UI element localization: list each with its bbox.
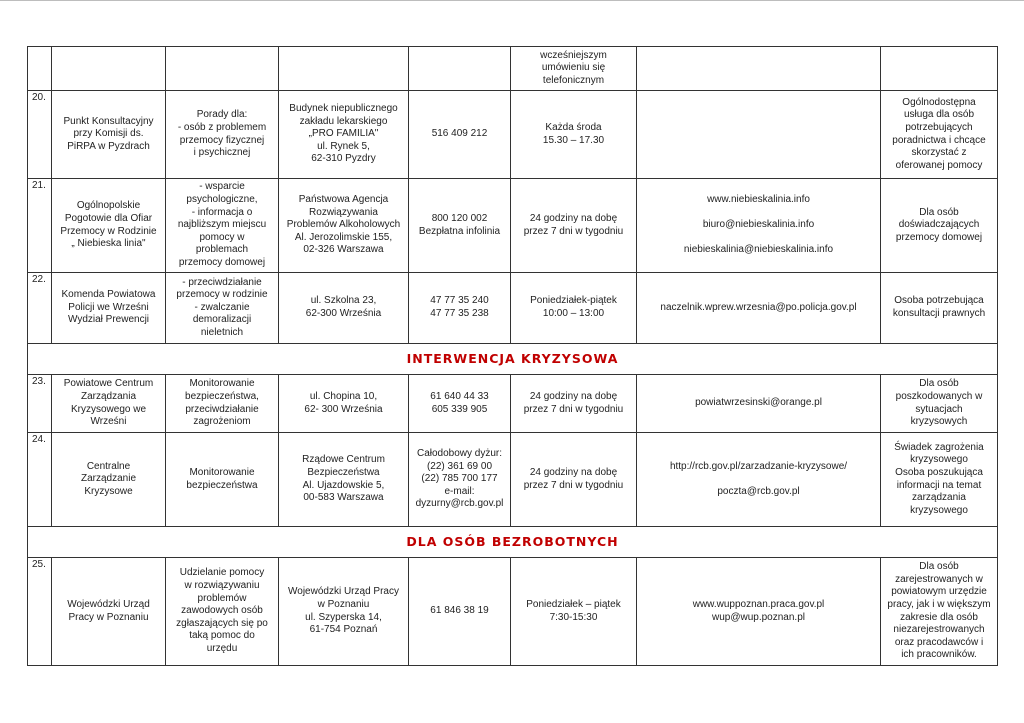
cell-line: potrzebujących bbox=[905, 121, 973, 133]
cell-line: przemocy domowej bbox=[178, 256, 266, 268]
table-row bbox=[28, 47, 998, 91]
cell-line: ich pracowników. bbox=[901, 649, 977, 661]
cell-line: zarządzania bbox=[912, 492, 966, 504]
cell-line: Wrześni bbox=[90, 416, 127, 428]
section-row bbox=[28, 527, 998, 558]
cell-line: Ogólnodostępna bbox=[902, 96, 976, 108]
cell-line: zgłaszających się po bbox=[176, 617, 268, 629]
cell-line: psychologiczne, bbox=[186, 194, 258, 206]
cell-line: Problemów Alkoholowych bbox=[286, 219, 401, 231]
cell-line: telefonicznym bbox=[542, 74, 605, 86]
cell-line: Osoba potrzebująca bbox=[894, 295, 984, 307]
table-row bbox=[28, 273, 998, 344]
institution-cell bbox=[52, 558, 166, 666]
cell-line: 516 409 212 bbox=[431, 128, 488, 140]
cell-line: Ogólnopolskie bbox=[76, 200, 141, 212]
contact-cell bbox=[637, 273, 881, 344]
cell-line: Komenda Powiatowa bbox=[61, 289, 156, 301]
cell-line: kryzysowego bbox=[910, 454, 968, 466]
cell-line: 7:30-15:30 bbox=[549, 611, 598, 623]
cell-line: kryzysowych bbox=[910, 416, 968, 428]
cell-line: http://rcb.gov.pl/zarzadzanie-kryzysowe/ bbox=[669, 460, 848, 472]
cell-line: informacji na temat bbox=[896, 479, 982, 491]
hours-cell bbox=[511, 375, 637, 433]
cell-line: Państwowa Agencja bbox=[298, 194, 389, 206]
phone-cell bbox=[409, 273, 511, 344]
cell-line: przeciwdziałanie bbox=[185, 403, 259, 415]
target-group-cell bbox=[881, 273, 998, 344]
scope-cell bbox=[166, 558, 279, 666]
row-number: 21. bbox=[28, 179, 52, 273]
cell-line: ul. Szyperska 14, bbox=[305, 611, 382, 623]
cell-line: - przeciwdziałanie bbox=[182, 276, 262, 288]
cell-line bbox=[640, 473, 877, 486]
address-cell bbox=[279, 273, 409, 344]
cell-line: 605 339 905 bbox=[431, 403, 488, 415]
cell-line: - zwalczanie bbox=[194, 301, 250, 313]
cell-line: problemów bbox=[197, 592, 247, 604]
phone-cell bbox=[409, 433, 511, 527]
cell-line: Budynek niepublicznego bbox=[289, 103, 398, 115]
cell-line: naczelnik.wprew.wrzesnia@po.policja.gov.pl bbox=[660, 301, 857, 313]
cell-line: Rządowe Centrum bbox=[302, 454, 385, 466]
cell-line: Pracy w Poznaniu bbox=[68, 611, 149, 623]
contact-cell bbox=[637, 375, 881, 433]
cell-line: Dla osób bbox=[919, 378, 959, 390]
cell-line: pomocy w bbox=[199, 231, 245, 243]
contact-cell bbox=[637, 433, 881, 527]
cell-line: sytuacjach bbox=[915, 403, 963, 415]
cell-line: Porady dla: bbox=[196, 109, 248, 121]
row-number: 24. bbox=[28, 433, 52, 527]
cell-line: - informacja o bbox=[191, 206, 253, 218]
table-row bbox=[28, 558, 998, 666]
cell-line: PiRPA w Pyzdrach bbox=[67, 140, 150, 152]
cell-line: skorzystać z bbox=[911, 147, 967, 159]
phone-cell bbox=[409, 179, 511, 273]
row-number: 23. bbox=[28, 375, 52, 433]
cell-line: Monitorowanie bbox=[189, 466, 255, 478]
hours-cell bbox=[511, 558, 637, 666]
cell-line: Wojewódzki Urząd Pracy bbox=[288, 586, 399, 598]
cell-line: - osób z problemem bbox=[177, 121, 267, 133]
cell-line: - wsparcie bbox=[199, 181, 245, 193]
section-title: DLA OSÓB BEZROBOTNYCH bbox=[28, 527, 998, 558]
contact-cell bbox=[637, 179, 881, 273]
cell-line: poszkodowanych w bbox=[895, 390, 983, 402]
cell-line: Al. Jerozolimskie 155, bbox=[294, 231, 393, 243]
scope-cell bbox=[166, 91, 279, 179]
cell-line: problemach bbox=[195, 244, 249, 256]
scope-cell bbox=[166, 47, 279, 91]
cell-line: konsultacji prawnych bbox=[892, 308, 986, 319]
contact-cell bbox=[637, 47, 881, 91]
cell-line: przez 7 dni w tygodniu bbox=[523, 225, 624, 237]
table-row bbox=[28, 91, 998, 179]
section-row bbox=[28, 344, 998, 375]
cell-line: powiatwrzesinski@orange.pl bbox=[695, 397, 822, 409]
cell-line: Pogotowie dla Ofiar bbox=[64, 212, 153, 224]
target-group-cell bbox=[881, 179, 998, 273]
hours-cell bbox=[511, 433, 637, 527]
institution-cell bbox=[52, 47, 166, 91]
cell-line: www.niebieskalinia.info bbox=[707, 194, 810, 206]
cell-line: wup@wup.poznan.pl bbox=[712, 611, 805, 623]
cell-line: 61-754 Poznań bbox=[309, 624, 378, 636]
cell-line: ul. Chopina 10, bbox=[309, 390, 378, 402]
cell-line: Dla osób bbox=[919, 561, 959, 573]
cell-line: Monitorowanie bbox=[189, 378, 255, 390]
cell-line: bezpieczeństwa, bbox=[185, 390, 259, 402]
cell-line: „PRO FAMILIA" bbox=[308, 128, 379, 140]
cell-line: Policji we Wrześni bbox=[68, 301, 149, 313]
address-cell bbox=[279, 558, 409, 666]
institution-cell bbox=[52, 91, 166, 179]
cell-line: zarejestrowanych w bbox=[895, 573, 983, 585]
cell-line: 02-326 Warszawa bbox=[303, 244, 384, 256]
phone-cell bbox=[409, 91, 511, 179]
contact-cell bbox=[637, 91, 881, 179]
cell-line: przy Komisji ds. bbox=[73, 128, 144, 140]
address-cell bbox=[279, 375, 409, 433]
cell-line: nieletnich bbox=[200, 326, 244, 338]
cell-line: niezarejestrowanych bbox=[893, 624, 985, 636]
cell-line: (22) 785 700 177 bbox=[421, 473, 498, 485]
cell-line: przez 7 dni w tygodniu bbox=[523, 403, 624, 415]
cell-line: oraz pracodawców i bbox=[894, 636, 984, 648]
cell-line: najbliższym miejscu bbox=[177, 219, 267, 231]
cell-line: Całodobowy dyżur: bbox=[416, 448, 503, 460]
row-number bbox=[28, 47, 52, 91]
cell-line: 24 godziny na dobę bbox=[529, 212, 618, 224]
cell-line: 47 77 35 240 bbox=[430, 295, 489, 307]
cell-line: zagrożeniom bbox=[193, 416, 251, 428]
cell-line: 15.30 – 17.30 bbox=[542, 134, 605, 146]
cell-line: 61 846 38 19 bbox=[430, 605, 489, 617]
cell-line: 62-310 Pyzdry bbox=[311, 153, 376, 165]
phone-cell bbox=[409, 47, 511, 91]
hours-cell bbox=[511, 47, 637, 91]
cell-line: Zarządzania bbox=[80, 390, 137, 402]
cell-line: poczta@rcb.gov.pl bbox=[717, 485, 800, 497]
cell-line: e-mail: bbox=[444, 485, 475, 497]
table-row bbox=[28, 179, 998, 273]
cell-line: 10:00 – 13:00 bbox=[542, 308, 605, 319]
cell-line: niebieskalinia@niebieskalinia.info bbox=[683, 244, 834, 256]
target-group-cell bbox=[881, 47, 998, 91]
phone-cell bbox=[409, 558, 511, 666]
cell-line: biuro@niebieskalinia.info bbox=[702, 219, 815, 231]
cell-line: doświadczających bbox=[898, 219, 980, 231]
cell-line: Przemocy w Rodzinie bbox=[60, 225, 157, 237]
cell-line: ul. Szkolna 23, bbox=[310, 295, 377, 307]
cell-line: Świadek zagrożenia bbox=[894, 441, 984, 453]
institution-cell bbox=[52, 273, 166, 344]
cell-line: wcześniejszym bbox=[540, 49, 607, 61]
hours-cell bbox=[511, 273, 637, 344]
cell-line: „ Niebieska linia" bbox=[71, 238, 146, 250]
cell-line bbox=[640, 232, 877, 245]
cell-line: taką pomoc do bbox=[189, 630, 255, 642]
cell-line: Zarządzanie bbox=[80, 473, 137, 485]
address-cell bbox=[279, 91, 409, 179]
cell-line: Centralne bbox=[86, 460, 131, 472]
cell-line: usługa dla osób bbox=[903, 109, 975, 121]
cell-line: Punkt Konsultacyjny bbox=[63, 115, 154, 127]
cell-line bbox=[640, 207, 877, 220]
cell-line: 62-300 Września bbox=[305, 308, 382, 319]
cell-line: Kryzysowe bbox=[84, 485, 133, 497]
institution-cell bbox=[52, 179, 166, 273]
scope-cell bbox=[166, 433, 279, 527]
cell-line: powiatowym urzędzie bbox=[891, 586, 987, 598]
cell-line: Wojewódzki Urząd bbox=[67, 598, 150, 610]
address-cell bbox=[279, 433, 409, 527]
address-cell bbox=[279, 179, 409, 273]
cell-line: Wydział Prewencji bbox=[67, 314, 150, 326]
cell-line: dyzurny@rcb.gov.pl bbox=[415, 498, 504, 510]
cell-line: Dla osób bbox=[919, 206, 959, 218]
cell-line: bezpieczeństwa bbox=[186, 479, 258, 491]
cell-line: www.wuppoznan.praca.gov.pl bbox=[692, 598, 825, 610]
cell-line: Bezpieczeństwa bbox=[307, 466, 380, 478]
cell-line: 00-583 Warszawa bbox=[303, 492, 384, 504]
cell-line: przez 7 dni w tygodniu bbox=[523, 479, 624, 491]
institutions-table bbox=[27, 46, 998, 666]
cell-line: (22) 361 69 00 bbox=[426, 460, 493, 472]
cell-line: Bezpłatna infolinia bbox=[418, 225, 501, 237]
cell-line: Poniedziałek-piątek bbox=[530, 295, 617, 307]
cell-line: demoralizacji bbox=[192, 314, 252, 326]
phone-cell bbox=[409, 375, 511, 433]
table-row bbox=[28, 375, 998, 433]
cell-line: Al. Ujazdowskie 5, bbox=[302, 479, 385, 491]
hours-cell bbox=[511, 91, 637, 179]
cell-line: zakresie dla osób bbox=[900, 611, 978, 623]
cell-line: 24 godziny na dobę bbox=[529, 390, 618, 402]
cell-line: Rozwiązywania bbox=[309, 206, 378, 218]
scope-cell bbox=[166, 273, 279, 344]
cell-line: 61 640 44 33 bbox=[430, 390, 489, 402]
cell-line: 800 120 002 bbox=[431, 212, 488, 224]
row-number: 22. bbox=[28, 273, 52, 344]
cell-line: przemocy w rodzinie bbox=[176, 289, 268, 301]
cell-line: w Poznaniu bbox=[317, 598, 370, 610]
cell-line: 24 godziny na dobę bbox=[529, 466, 618, 478]
cell-line: ul. Rynek 5, bbox=[317, 140, 370, 152]
cell-line: w rozwiązywaniu bbox=[184, 580, 260, 592]
target-group-cell bbox=[881, 433, 998, 527]
section-title: INTERWENCJA KRYZYSOWA bbox=[28, 344, 998, 375]
cell-line: Osoba poszukująca bbox=[895, 466, 983, 478]
row-number: 25. bbox=[28, 558, 52, 666]
hours-cell bbox=[511, 179, 637, 273]
cell-line: 47 77 35 238 bbox=[430, 308, 489, 319]
cell-line: umówieniu się bbox=[541, 62, 606, 74]
page-top-border bbox=[0, 0, 1024, 1]
target-group-cell bbox=[881, 91, 998, 179]
table-body bbox=[28, 47, 998, 666]
cell-line: Każda środa bbox=[545, 121, 602, 133]
cell-line: przemocy fizycznej bbox=[179, 134, 265, 146]
cell-line: urzędu bbox=[206, 642, 238, 654]
institution-cell bbox=[52, 433, 166, 527]
target-group-cell bbox=[881, 375, 998, 433]
cell-line: oferowanej pomocy bbox=[895, 159, 983, 171]
cell-line: Udzielanie pomocy bbox=[179, 567, 265, 579]
row-number: 20. bbox=[28, 91, 52, 179]
cell-line: pracy, jak i w większym bbox=[887, 598, 991, 610]
cell-line: 62- 300 Września bbox=[304, 403, 383, 415]
cell-line: poradnictwa i chcące bbox=[892, 134, 986, 146]
address-cell bbox=[279, 47, 409, 91]
scope-cell bbox=[166, 375, 279, 433]
cell-line: zawodowych osób bbox=[181, 605, 263, 617]
cell-line: zakładu lekarskiego bbox=[299, 115, 388, 127]
cell-line: Poniedziałek – piątek bbox=[526, 598, 621, 610]
target-group-cell bbox=[881, 558, 998, 666]
scope-cell bbox=[166, 179, 279, 273]
cell-line: kryzysowego bbox=[910, 504, 968, 516]
cell-line: i psychicznej bbox=[193, 147, 251, 159]
contact-cell bbox=[637, 558, 881, 666]
institution-cell bbox=[52, 375, 166, 433]
table-row bbox=[28, 433, 998, 527]
cell-line: Kryzysowego we bbox=[70, 403, 147, 415]
cell-line: przemocy domowej bbox=[895, 231, 983, 243]
cell-line: Powiatowe Centrum bbox=[63, 378, 154, 390]
